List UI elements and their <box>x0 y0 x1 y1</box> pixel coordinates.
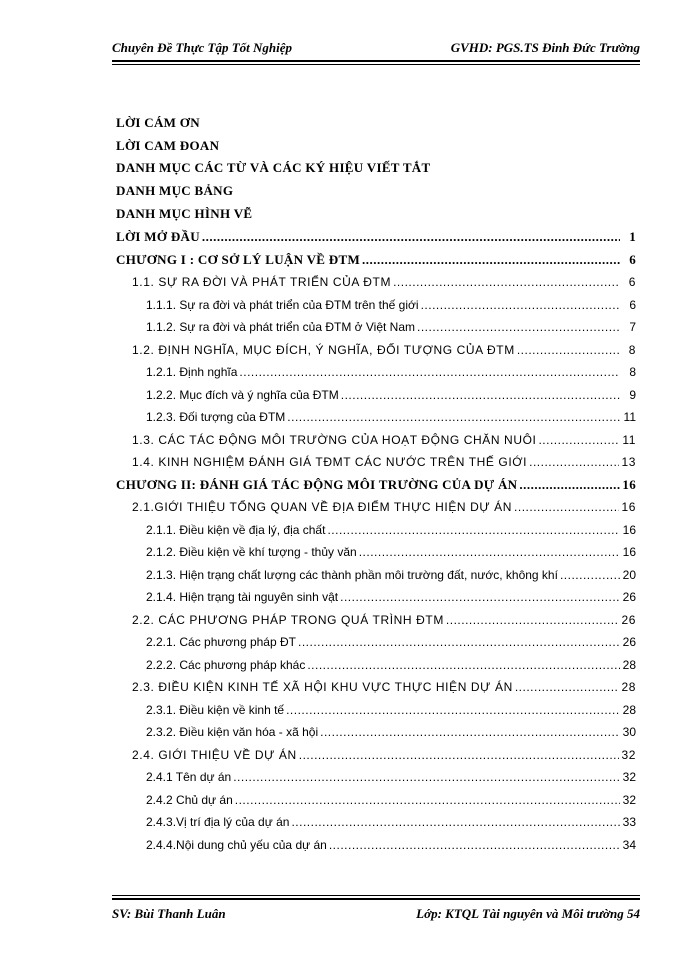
toc-leader <box>327 521 620 539</box>
toc-entry: 2.1.GIỚI THIỆU TỔNG QUAN VỀ ĐỊA ĐIỂM THỰC HIỆN DỰ ÁN ..... 16 <box>132 498 636 516</box>
toc-entry: 2.4.4.Nội dung chủ yếu của dự án ..... 34 <box>146 836 636 854</box>
toc-leader <box>359 543 620 561</box>
front-item-thanks: LỜI CÁM ƠN <box>116 115 200 130</box>
toc-entry: 2.4. GIỚI THIỆU VỀ DỰ ÁN ..... 32 <box>132 746 636 764</box>
front-item-figures: DANH MỤC HÌNH VẼ <box>116 206 253 221</box>
toc-leader <box>362 251 620 269</box>
toc-entry: 2.1.4. Hiện trạng tài nguyên sinh vật ..... 26 <box>146 588 636 606</box>
toc-entry: 1.2.1. Định nghĩa ..... 8 <box>146 363 636 381</box>
toc-leader <box>286 701 620 719</box>
toc-leader <box>239 363 620 381</box>
toc-entry: 2.3.2. Điều kiện văn hóa - xã hội ..... 30 <box>146 723 636 741</box>
toc-leader <box>417 318 620 336</box>
front-item-declaration: LỜI CAM ĐOAN <box>116 138 220 153</box>
toc-entry: 1.4. KINH NGHIỆM ĐÁNH GIÁ TĐMT CÁC NƯỚC TRÊN THẾ GIỚI ..... 13 <box>132 453 636 471</box>
toc-leader <box>515 678 620 696</box>
header-title: Chuyên Đề Thực Tập Tốt Nghiệp <box>112 40 293 55</box>
toc-entry: LỜI MỞ ĐẦU ..... 1 <box>116 228 636 246</box>
footer-rule <box>112 898 640 900</box>
toc-leader <box>340 588 620 606</box>
toc-entry: 1.2. ĐỊNH NGHĨA, MỤC ĐÍCH, Ý NGHĨA, ĐỐI TƯỢNG CỦA ĐTM ..... 8 <box>132 341 636 359</box>
toc-leader <box>341 386 620 404</box>
footer-class: Lớp: KTQL Tài nguyên và Môi trường 54 <box>416 906 640 921</box>
toc-leader <box>446 611 620 629</box>
toc-leader <box>517 341 620 359</box>
toc-entry: 1.3. CÁC TÁC ĐỘNG MÔI TRƯỜNG CỦA HOẠT ĐỘNG CHĂN NUÔI ..... 11 <box>132 431 636 449</box>
front-item-abbreviations: DANH MỤC CÁC TỪ VÀ CÁC KÝ HIỆU VIẾT TẮT <box>116 160 431 175</box>
toc-leader <box>538 431 620 449</box>
toc-entry: 1.1.2. Sự ra đời và phát triển của ĐTM ở Việt Nam ..... 7 <box>146 318 636 336</box>
toc-entry: 2.1.1. Điều kiện về địa lý, địa chất ..... 16 <box>146 521 636 539</box>
toc-leader <box>529 453 619 471</box>
toc-entry: 1.1. SỰ RA ĐỜI VÀ PHÁT TRIỂN CỦA ĐTM ..... 6 <box>132 273 636 291</box>
toc-entry: 2.3. ĐIỀU KIỆN KINH TẾ XÃ HỘI KHU VỰC THỰC HIỆN DỰ ÁN ..... 28 <box>132 678 636 696</box>
toc-entry: CHƯƠNG I : CƠ SỞ LÝ LUẬN VỀ ĐTM ..... 6 <box>116 251 636 269</box>
toc-leader <box>320 723 620 741</box>
toc-leader <box>519 476 620 494</box>
toc-entry: 2.4.2 Chủ dự án ..... 32 <box>146 791 636 809</box>
toc-entry: 2.3.1. Điều kiện về kinh tế ..... 28 <box>146 701 636 719</box>
toc-leader <box>514 498 619 516</box>
toc-entry: 2.1.2. Điều kiện về khí tượng - thủy văn ..... 16 <box>146 543 636 561</box>
toc-entry: 1.2.2. Mục đích và ý nghĩa của ĐTM ..... 9 <box>146 386 636 404</box>
toc-entry: 2.2.1. Các phương pháp ĐT ..... 26 <box>146 633 636 651</box>
toc-leader <box>298 633 620 651</box>
toc-leader <box>560 566 620 584</box>
toc-leader <box>421 296 620 314</box>
toc-entry: 2.2.2. Các phương pháp khác ..... 28 <box>146 656 636 674</box>
toc-leader <box>291 813 620 831</box>
toc-leader <box>233 768 620 786</box>
front-item-tables: DANH MỤC BẢNG <box>116 183 234 198</box>
toc-entry: 1.2.3. Đối tượng của ĐTM ..... 11 <box>146 408 636 426</box>
toc-leader <box>235 791 620 809</box>
toc-leader <box>287 408 620 426</box>
header-advisor: GVHD: PGS.TS Đinh Đức Trường <box>450 40 640 55</box>
toc-leader <box>329 836 620 854</box>
footer-student: SV: Bùi Thanh Luân <box>112 906 226 921</box>
footer-rule-thin <box>112 895 640 896</box>
toc-entry: 1.1.1. Sự ra đời và phát triển của ĐTM trên thế giới ..... 6 <box>146 296 636 314</box>
toc-leader <box>393 273 620 291</box>
toc-leader <box>202 228 620 246</box>
toc-entry: CHƯƠNG II: ĐÁNH GIÁ TÁC ĐỘNG MÔI TRƯỜNG CỦA DỰ ÁN ..... 16 <box>116 476 636 494</box>
toc-entry: 2.4.3.Vị trí địa lý của dự án ..... 33 <box>146 813 636 831</box>
toc-entry: 2.4.1 Tên dự án ..... 32 <box>146 768 636 786</box>
toc-entry: 2.1.3. Hiện trạng chất lượng các thành phần môi trường đất, nước, không khí ..... 20 <box>146 566 636 584</box>
toc-leader <box>299 746 620 764</box>
toc-entry: 2.2. CÁC PHƯƠNG PHÁP TRONG QUÁ TRÌNH ĐTM ..... 26 <box>132 611 636 629</box>
toc-leader <box>307 656 620 674</box>
